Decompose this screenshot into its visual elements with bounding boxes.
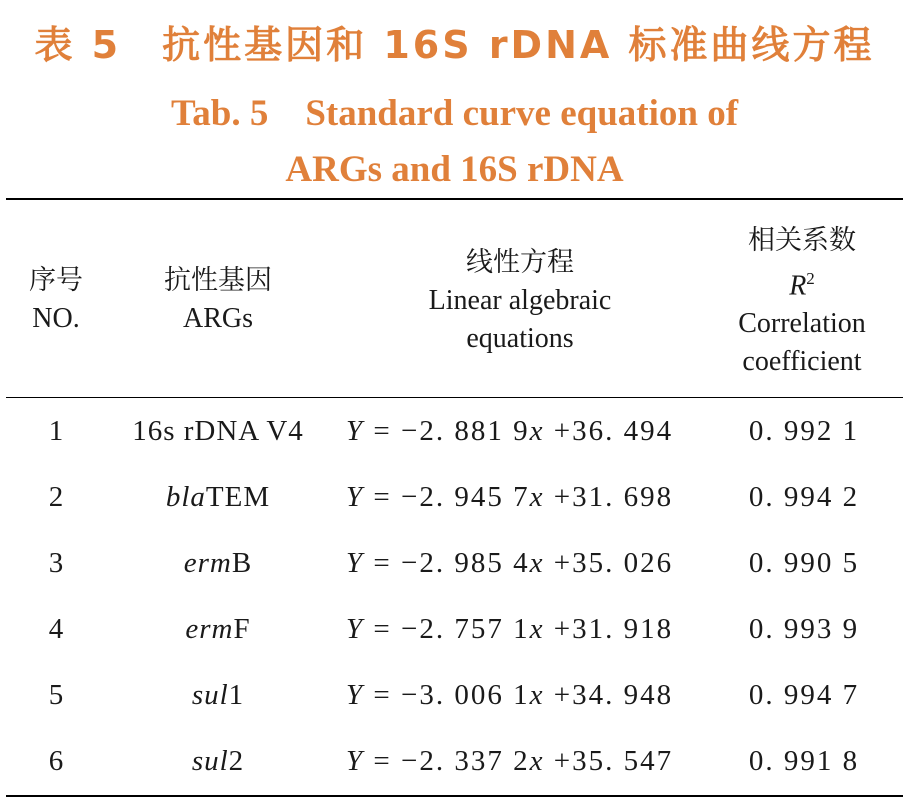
header-args-cn: 抗性基因 <box>164 265 272 296</box>
table-row <box>6 530 903 596</box>
table-title-english-line2: ARGs and 16S rDNA <box>285 149 624 190</box>
table-bottom-rule <box>6 795 903 797</box>
table-row <box>6 596 903 662</box>
gene-name-italic: erm <box>183 547 232 579</box>
gene-name-normal: 1 <box>228 679 245 711</box>
header-equation-cn: 线性方程 <box>466 247 574 278</box>
correlation-value: 0. 990 5 <box>748 547 860 579</box>
equation-y: Y <box>346 415 365 447</box>
equation-x: x <box>529 415 545 447</box>
header-equation-en2: equations <box>466 323 574 354</box>
header-correlation <box>700 222 904 381</box>
equation-slope: = −3. 006 1 <box>364 679 530 711</box>
equation-intercept: +31. 698 <box>544 481 674 513</box>
linear-equation <box>346 478 706 516</box>
table-row <box>6 662 903 728</box>
equation-y: Y <box>346 679 365 711</box>
header-number-cn: 序号 <box>29 265 83 296</box>
equation-y: Y <box>346 613 365 645</box>
linear-equation <box>346 742 706 780</box>
linear-equation <box>346 544 706 582</box>
table-top-rule <box>6 198 903 200</box>
correlation-value: 0. 991 8 <box>748 745 860 777</box>
gene-name-italic: sul <box>191 679 229 711</box>
equation-y: Y <box>346 745 365 777</box>
equation-intercept: +31. 918 <box>544 613 674 645</box>
gene-name-italic: erm <box>185 613 234 645</box>
equation-x: x <box>529 679 545 711</box>
equation-slope: = −2. 757 1 <box>364 613 530 645</box>
row-number: 1 <box>48 415 64 447</box>
gene-name <box>108 742 328 780</box>
correlation-value: 0. 994 2 <box>748 481 860 513</box>
equation-intercept: +36. 494 <box>544 415 674 447</box>
equation-intercept: +35. 026 <box>544 547 674 579</box>
gene-name-normal: B <box>231 547 253 579</box>
gene-name <box>108 544 328 582</box>
header-number <box>6 262 106 338</box>
equation-slope: = −2. 945 7 <box>364 481 530 513</box>
header-args <box>108 262 328 338</box>
correlation-value: 0. 993 9 <box>748 613 860 645</box>
gene-name-normal: 16s rDNA V4 <box>132 415 304 447</box>
linear-equation <box>346 676 706 714</box>
row-number: 6 <box>48 745 64 777</box>
gene-name-normal: TEM <box>205 481 271 513</box>
row-number: 4 <box>48 613 64 645</box>
header-equation-en1: Linear algebraic <box>428 285 612 316</box>
gene-name-italic: sul <box>191 745 229 777</box>
header-args-en: ARGs <box>182 303 253 334</box>
equation-x: x <box>529 547 545 579</box>
gene-name <box>108 676 328 714</box>
header-r2-symbol <box>700 260 904 305</box>
correlation-value: 0. 994 7 <box>748 679 860 711</box>
table-title-english-line1: Tab. 5 Standard curve equation of <box>170 93 739 134</box>
equation-intercept: +35. 547 <box>544 745 674 777</box>
header-correlation-en1: Correlation <box>738 308 866 340</box>
linear-equation <box>346 412 706 450</box>
equation-x: x <box>529 481 545 513</box>
table-row <box>6 728 903 794</box>
equation-y: Y <box>346 481 365 513</box>
equation-x: x <box>529 745 545 777</box>
gene-name-normal: F <box>233 613 251 645</box>
gene-name <box>108 478 328 516</box>
equation-slope: = −2. 881 9 <box>364 415 530 447</box>
header-correlation-en2: coefficient <box>742 346 862 378</box>
equation-intercept: +34. 948 <box>544 679 674 711</box>
row-number: 5 <box>48 679 64 711</box>
linear-equation <box>346 610 706 648</box>
gene-name <box>108 610 328 648</box>
header-correlation-cn: 相关系数 <box>748 225 856 256</box>
gene-name-normal: 2 <box>228 745 245 777</box>
header-equation <box>330 244 710 358</box>
gene-name-italic: bla <box>165 481 206 513</box>
equation-slope: = −2. 985 4 <box>364 547 530 579</box>
row-number: 3 <box>48 547 64 579</box>
equation-slope: = −2. 337 2 <box>364 745 530 777</box>
equation-y: Y <box>346 547 365 579</box>
table-title-chinese: 表 5 抗性基因和 16S rDNA 标准曲线方程 <box>34 23 875 67</box>
table-row <box>6 398 903 464</box>
gene-name <box>108 412 328 450</box>
r-superscript: 2 <box>806 269 815 288</box>
row-number: 2 <box>48 481 64 513</box>
table-row <box>6 464 903 530</box>
equation-x: x <box>529 613 545 645</box>
correlation-value: 0. 992 1 <box>748 415 860 447</box>
r-letter: R <box>789 270 807 302</box>
header-number-en: NO. <box>32 303 80 334</box>
